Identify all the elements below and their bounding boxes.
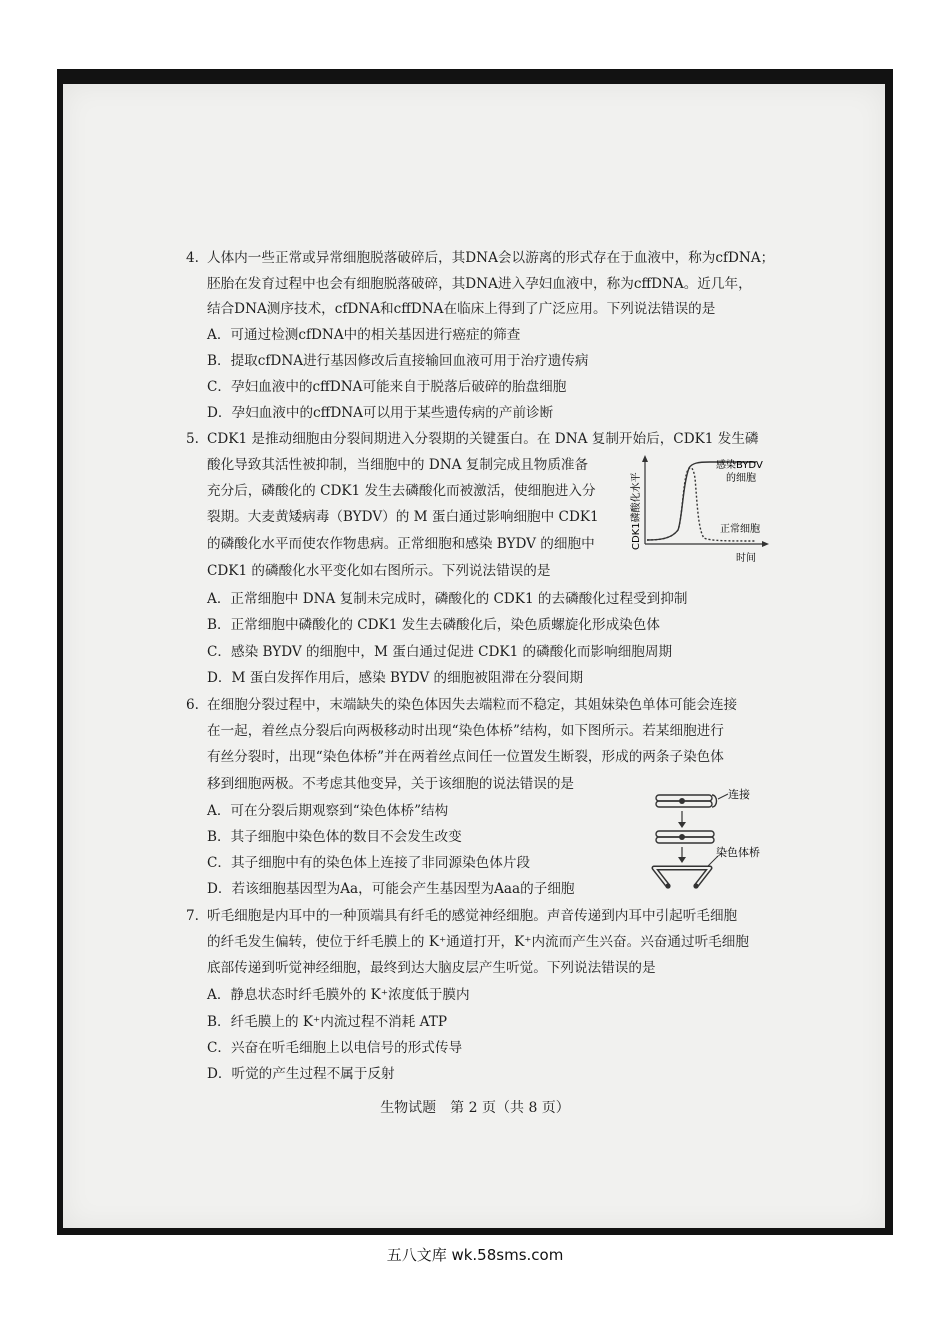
question-6-stem-line: 有丝分裂时，出现“染色体桥”并在两着丝点间任一位置发生断裂，形成的两条子染色体 — [207, 749, 724, 765]
question-6-option-d: D．若该细胞基因型为Aa，可能会产生基因型为Aaa的子细胞 — [207, 881, 575, 897]
question-5-option-a: A．正常细胞中 DNA 复制未完成时，磷酸化的 CDK1 的去磷酸化过程受到抑制 — [207, 591, 688, 607]
question-6-option-b: B．其子细胞中染色体的数目不会发生改变 — [207, 829, 462, 845]
y-axis-label: CDK1磷酸化水平 — [631, 472, 642, 550]
question-4-stem-line: 人体内一些正常或异常细胞脱落破碎后，其DNA会以游离的形式存在于血液中，称为cfDNA； — [207, 250, 775, 266]
question-4-number: 4. — [186, 250, 199, 266]
page-footer: 生物试题 第 2 页（共 8 页） — [380, 1100, 570, 1116]
question-5-stem-line: 充分后，磷酸化的 CDK1 发生去磷酸化而被激活，使细胞进入分 — [207, 483, 596, 499]
centromere — [679, 798, 685, 804]
question-4-option-a: A．可通过检测cfDNA中的相关基因进行癌症的筛查 — [207, 327, 521, 343]
y-axis-arrow — [642, 455, 648, 462]
cdk1-phosphorylation-figure — [628, 454, 780, 568]
process-arrow-head — [678, 857, 686, 863]
question-5-stem-line: CDK1 是推动细胞由分裂间期进入分裂期的关键蛋白。在 DNA 复制开始后，CDK1 发生磷 — [207, 431, 759, 447]
question-7-option-d: D．听觉的产生过程不属于反射 — [207, 1066, 395, 1082]
bridge-label: 染色体桥 — [716, 846, 760, 859]
question-5-option-c: C．感染 BYDV 的细胞中，M 蛋白通过促进 CDK1 的磷酸化而影响细胞周期 — [207, 644, 673, 660]
question-7-stem-line: 的纤毛发生偏转，使位于纤毛膜上的 K⁺通道打开，K⁺内流而产生兴奋。兴奋通过听毛细胞 — [207, 934, 749, 950]
end-link — [712, 795, 717, 807]
centromere — [693, 883, 698, 888]
question-7-option-a: A．静息状态时纤毛膜外的 K⁺浓度低于膜内 — [207, 987, 470, 1003]
question-5-option-d: D．M 蛋白发挥作用后，感染 BYDV 的细胞被阻滞在分裂间期 — [207, 670, 584, 686]
question-6-stem-line: 在一起，着丝点分裂后向两极移动时出现“染色体桥”结构，如下图所示。若某细胞进行 — [207, 723, 724, 739]
question-5-stem-line: 酸化导致其活性被抑制，当细胞中的 DNA 复制完成且物质准备 — [207, 457, 589, 473]
chromosome-bridge — [654, 868, 710, 886]
question-4-option-c: C．孕妇血液中的cffDNA可能来自于脱落后破碎的胎盘细胞 — [207, 379, 567, 395]
question-7-stem-line: 底部传递到听觉神经细胞，最终到达大脑皮层产生听觉。下列说法错误的是 — [207, 960, 656, 976]
normal-cell-label: 正常细胞 — [720, 524, 760, 535]
watermark-site: 五八文库 wk.58sms.com — [386, 1246, 564, 1264]
question-5-number: 5. — [186, 431, 199, 447]
question-7-option-b: B．纤毛膜上的 K⁺内流过程不消耗 ATP — [207, 1014, 447, 1030]
process-arrow-head — [678, 822, 686, 828]
sister-chromatid — [656, 837, 714, 843]
infected-cell-label: 感染BYDV — [716, 460, 763, 471]
question-6-option-c: C．其子细胞中有的染色体上连接了非同源染色体片段 — [207, 855, 531, 871]
x-axis-label: 时间 — [736, 553, 756, 564]
question-4-option-d: D．孕妇血液中的cffDNA可以用于某些遗传病的产前诊断 — [207, 405, 554, 421]
question-7-stem-line: 听毛细胞是内耳中的一种顶端具有纤毛的感觉神经细胞。声音传递到内耳中引起听毛细胞 — [207, 908, 738, 924]
centromere — [665, 883, 670, 888]
link-pointer — [718, 794, 728, 799]
question-5-stem-line: CDK1 的磷酸化水平变化如右图所示。下列说法错误的是 — [207, 563, 551, 579]
centromere — [679, 834, 685, 840]
question-6-stem-line: 移到细胞两极。不考虑其他变异，关于该细胞的说法错误的是 — [207, 776, 575, 792]
question-5-stem-line: 裂期。大麦黄矮病毒（BYDV）的 M 蛋白通过影响细胞中 CDK1 — [207, 509, 599, 525]
question-7-number: 7. — [186, 908, 199, 924]
question-6-stem-line: 在细胞分裂过程中，末端缺失的染色体因失去端粒而不稳定，其姐妹染色单体可能会连接 — [207, 697, 738, 713]
infected-cell-label-2: 的细胞 — [726, 473, 756, 484]
question-6-option-a: A．可在分裂后期观察到“染色体桥”结构 — [207, 803, 449, 819]
question-5-stem-line: 的磷酸化水平而使农作物患病。正常细胞和感染 BYDV 的细胞中 — [207, 536, 595, 552]
question-4-stem-line: 胚胎在发育过程中也会有细胞脱落破碎，其DNA进入孕妇血液中，称为cffDNA。近几年， — [207, 276, 752, 292]
sister-chromatid — [656, 831, 714, 837]
x-axis-arrow — [762, 541, 769, 547]
question-4-stem-line: 结合DNA测序技术，cfDNA和cffDNA在临床上得到了广泛应用。下列说法错误的是 — [207, 301, 716, 317]
link-label: 连接 — [728, 788, 750, 801]
question-4-option-b: B．提取cfDNA进行基因修改后直接输回血液可用于治疗遗传病 — [207, 353, 589, 369]
question-6-number: 6. — [186, 697, 199, 713]
question-7-option-c: C．兴奋在听毛细胞上以电信号的形式传导 — [207, 1040, 463, 1056]
chromosome-bridge-figure — [648, 786, 774, 892]
question-5-option-b: B．正常细胞中磷酸化的 CDK1 发生去磷酸化后，染色质螺旋化形成染色体 — [207, 617, 660, 633]
